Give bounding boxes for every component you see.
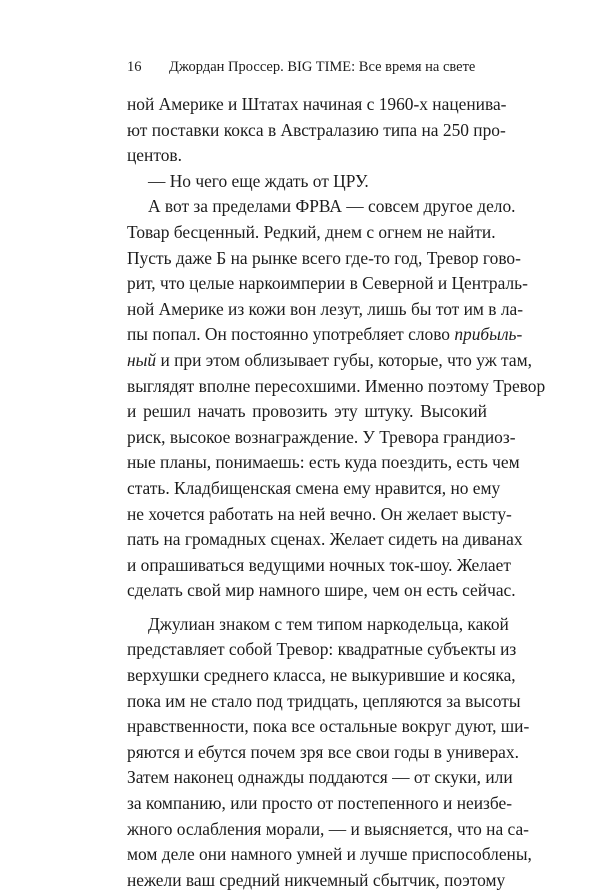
text-line: и решил начать провозить эту штуку. Высокий <box>127 401 487 422</box>
text-line: А вот за пределами ФРВА — совсем другое дело. <box>148 196 516 217</box>
running-title: Джордан Проссер. BIG TIME: Все время на свете <box>169 59 476 75</box>
text-line: риск, высокое вознаграждение. У Тревора грандиоз- <box>127 426 516 447</box>
text-line: верхушки среднего класса, не выкурившие и косяка, <box>127 665 516 686</box>
text-line: сделать свой мир намного шире, чем он есть сейчас. <box>127 580 516 601</box>
text-line: Джулиан знаком с тем типом наркодельца, какой <box>148 613 509 634</box>
body-text <box>127 92 546 893</box>
text-line: — Но чего еще ждать от ЦРУ. <box>148 170 369 191</box>
text-line: ряются и ебутся почем зря все свои годы в универах. <box>127 741 519 762</box>
text-line: Пусть даже Б на рынке всего где-то год, Тревор гово- <box>127 247 521 268</box>
text-line: рит, что целые наркоимперии в Северной и Централь- <box>127 273 528 294</box>
text-line: Затем наконец однажды поддаются — от скуки, или <box>127 767 513 788</box>
text-line-part: пы попал. Он постоянно употребляет слово <box>127 324 450 345</box>
text-line: ной Америке и Штатах начиная с 1960-х наценива- <box>127 94 507 114</box>
text-line: за компанию, или просто от постепенного и неизбе- <box>127 793 513 814</box>
text-line: жного ослабления морали, — и выясняется, что на са- <box>127 818 529 839</box>
text-line: выглядят вполне пересохшими. Именно поэтому Тревор <box>127 375 546 396</box>
text-line: нежели ваш средний никчемный сбытчик, поэтому <box>127 869 506 890</box>
text-line-part: и при этом облизывает губы, которые, что уж там, <box>160 349 532 370</box>
text-line: представляет собой Тревор: квадратные субъекты из <box>127 639 517 660</box>
text-line: и опрашиваться ведущими ночных ток-шоу. Желает <box>127 554 511 575</box>
text-line: ной Америке из кожи вон лезут, лишь бы тот им в ла- <box>127 298 524 319</box>
text-line: пока им не стало под тридцать, цепляются за высоты <box>127 690 521 711</box>
page-number: 16 <box>127 59 142 75</box>
text-line: не хочется работать на ней вечно. Он желает высту- <box>127 503 512 524</box>
text-line: стать. Кладбищенская смена ему нравится, но ему <box>127 477 501 498</box>
text-line <box>127 348 532 374</box>
text-line: центов. <box>127 145 182 166</box>
italic-word: прибыль- <box>454 324 523 345</box>
text-line: нравственности, пока все остальные вокруг дуют, ши- <box>127 716 530 737</box>
italic-word: ный <box>127 349 157 370</box>
text-line: Товар бесценный. Редкий, днем с огнем не найти. <box>127 221 496 242</box>
text-line: пать на громадных сценах. Желает сидеть на диванах <box>127 529 523 550</box>
text-line <box>127 322 523 348</box>
text-line: мом деле они намного умней и лучше приспособлены, <box>127 844 532 865</box>
text-line: ные планы, понимаешь: есть куда поездить, есть чем <box>127 452 520 473</box>
running-head <box>127 58 487 76</box>
text-line: ют поставки кокса в Австралазию типа на 250 про- <box>127 119 506 140</box>
